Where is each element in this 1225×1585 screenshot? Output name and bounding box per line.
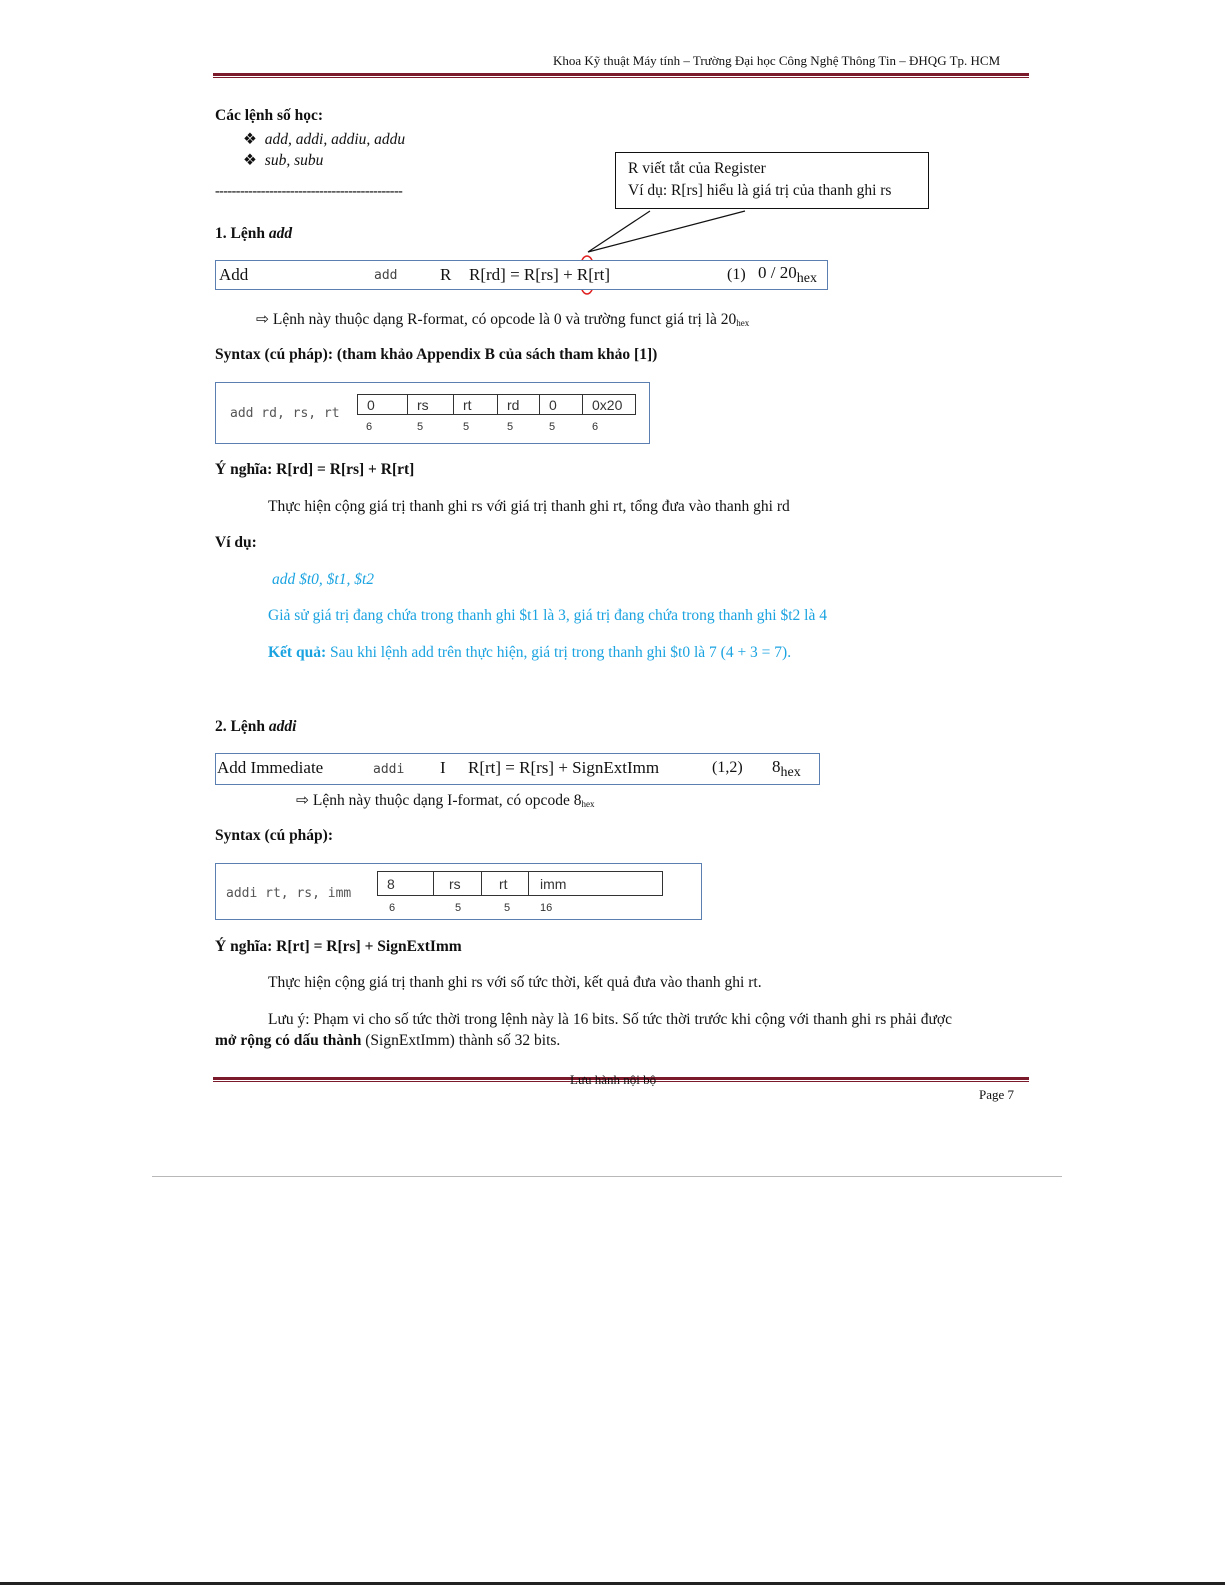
bit-width: 6: [592, 421, 599, 433]
bit-width: 5: [549, 421, 556, 433]
field-rd: rd: [498, 394, 540, 415]
field-rs: rs: [434, 871, 482, 896]
ref-format: R: [440, 265, 452, 284]
callout-pointer-line: [588, 211, 745, 252]
ref-opcode: $8_{hex}$: [772, 757, 801, 780]
addi-syntax-label: Syntax (cú pháp):: [215, 827, 333, 844]
bullet-item: [243, 130, 405, 149]
add-example-result: Kết quả: Sau khi lệnh add trên thực hiện, giá trị trong thanh ghi $t0 là 7 (4 + 3 = 7).: [268, 644, 792, 661]
addi-meaning-text: Thực hiện cộng giá trị thanh ghi rs với số tức thời, kết quả đưa vào thanh ghi rt.: [268, 974, 762, 991]
footer-center: Lưu hành nội bộ: [570, 1072, 657, 1087]
add-heading: [215, 225, 292, 243]
field-shamt: 0: [540, 394, 583, 415]
ref-opcode: $0 / 20_{hex}$: [758, 263, 817, 286]
syntax-asm: addi rt, rs, imm: [226, 886, 352, 901]
arrow-right-icon: ⇨: [296, 792, 309, 809]
add-example-code: add $t0, $t1, $t2: [272, 571, 375, 588]
callout-pointer: [580, 205, 760, 305]
ref-operation: R[rt] = R[rs] + SignExtImm: [468, 758, 660, 777]
diamond-bullet-icon: ❖: [243, 152, 257, 169]
arith-heading: Các lệnh số học:: [215, 107, 324, 124]
add-syntax-label: Syntax (cú pháp): (tham khảo Appendix B của sách tham khảo [1]): [215, 346, 658, 363]
addi-meaning-label: Ý nghĩa: R[rt] = R[rs] + SignExtImm: [215, 938, 462, 955]
ref-name: Add Immediate: [217, 758, 324, 777]
syntax-asm: add rd, rs, rt: [230, 406, 340, 421]
section-divider: ---------------------------------------------: [215, 184, 403, 199]
ref-mnemonic: add: [374, 268, 398, 283]
field-rs: rs: [408, 394, 454, 415]
heading-number: 1. Lệnh: [215, 225, 269, 242]
field-imm: imm: [529, 871, 663, 896]
heading-instruction: addi: [268, 718, 297, 735]
add-meaning-label: Ý nghĩa: R[rd] = R[rs] + R[rt]: [215, 461, 415, 478]
addi-syntax-box: [215, 863, 702, 920]
ref-mnemonic: addi: [373, 762, 405, 777]
bullet-text: sub, subu: [264, 152, 324, 169]
bit-width: 6: [389, 902, 396, 914]
bit-width: 5: [463, 421, 470, 433]
bit-width: 5: [504, 902, 511, 914]
ref-operation: R[rd] = R[rs] + R[rt]: [469, 265, 610, 284]
bit-width: 5: [455, 902, 462, 914]
field-bit-widths: [377, 902, 663, 914]
heading-number: 2. Lệnh: [215, 718, 269, 735]
page-separator: [152, 1176, 1062, 1177]
field-opcode: 0: [357, 394, 408, 415]
bit-width: 6: [366, 421, 373, 433]
ref-format: I: [440, 758, 446, 777]
addi-heading: [215, 718, 296, 736]
bit-width: 16: [540, 902, 553, 914]
field-funct: 0x20: [583, 394, 636, 415]
field-rt: rt: [482, 871, 529, 896]
callout-line-1: R viết tắt của Register: [628, 160, 766, 177]
add-example-label: Ví dụ:: [215, 534, 257, 551]
bit-width: 5: [507, 421, 514, 433]
page-number: Page 7: [979, 1087, 1015, 1102]
addi-reference-row: [215, 753, 820, 785]
field-layout: [357, 394, 636, 415]
ref-note: (1,2): [712, 759, 743, 776]
add-example-assume: Giả sử giá trị đang chứa trong thanh ghi $t1 là 3, giá trị đang chứa trong thanh ghi $t2 là 4: [268, 607, 827, 624]
header-rule-thin: [213, 77, 1029, 78]
register-callout: [615, 152, 929, 209]
bullet-text: add, addi, addiu, addu: [264, 131, 406, 148]
ref-name: Add: [219, 265, 249, 284]
add-syntax-box: [215, 382, 650, 444]
diamond-bullet-icon: ❖: [243, 131, 257, 148]
callout-line-2: Ví dụ: R[rs] hiểu là giá trị của thanh ghi rs: [628, 182, 892, 199]
field-opcode: 8: [377, 871, 434, 896]
field-rt: rt: [454, 394, 498, 415]
addi-caution-line2: mở rộng có dấu thành (SignExtImm) thành số 32 bits.: [215, 1032, 561, 1049]
header-rule: [213, 73, 1029, 76]
arrow-right-icon: ⇨: [256, 311, 269, 328]
bullet-item: [243, 151, 323, 170]
field-bit-widths: [357, 421, 636, 433]
add-format-note: ⇨ Lệnh này thuộc dạng R-format, có opcode là 0 và trường funct giá trị là $20_{hex}$: [256, 311, 750, 328]
add-reference-row: [215, 260, 828, 290]
addi-caution-line1: Lưu ý: Phạm vi cho số tức thời trong lệnh này là 16 bits. Số tức thời trước khi cộng với thanh ghi rs phải được: [268, 1011, 952, 1028]
addi-format-note: ⇨ Lệnh này thuộc dạng I-format, có opcode $8_{hex}$: [296, 792, 595, 809]
field-layout: [377, 871, 663, 896]
ref-note: (1): [727, 266, 746, 283]
add-meaning-text: Thực hiện cộng giá trị thanh ghi rs với giá trị thanh ghi rt, tổng đưa vào thanh ghi rd: [268, 498, 790, 515]
page-header: Khoa Kỹ thuật Máy tính – Trường Đại học Công Nghệ Thông Tin – ĐHQG Tp. HCM: [553, 53, 1001, 68]
heading-instruction: add: [268, 225, 293, 242]
bit-width: 5: [417, 421, 424, 433]
